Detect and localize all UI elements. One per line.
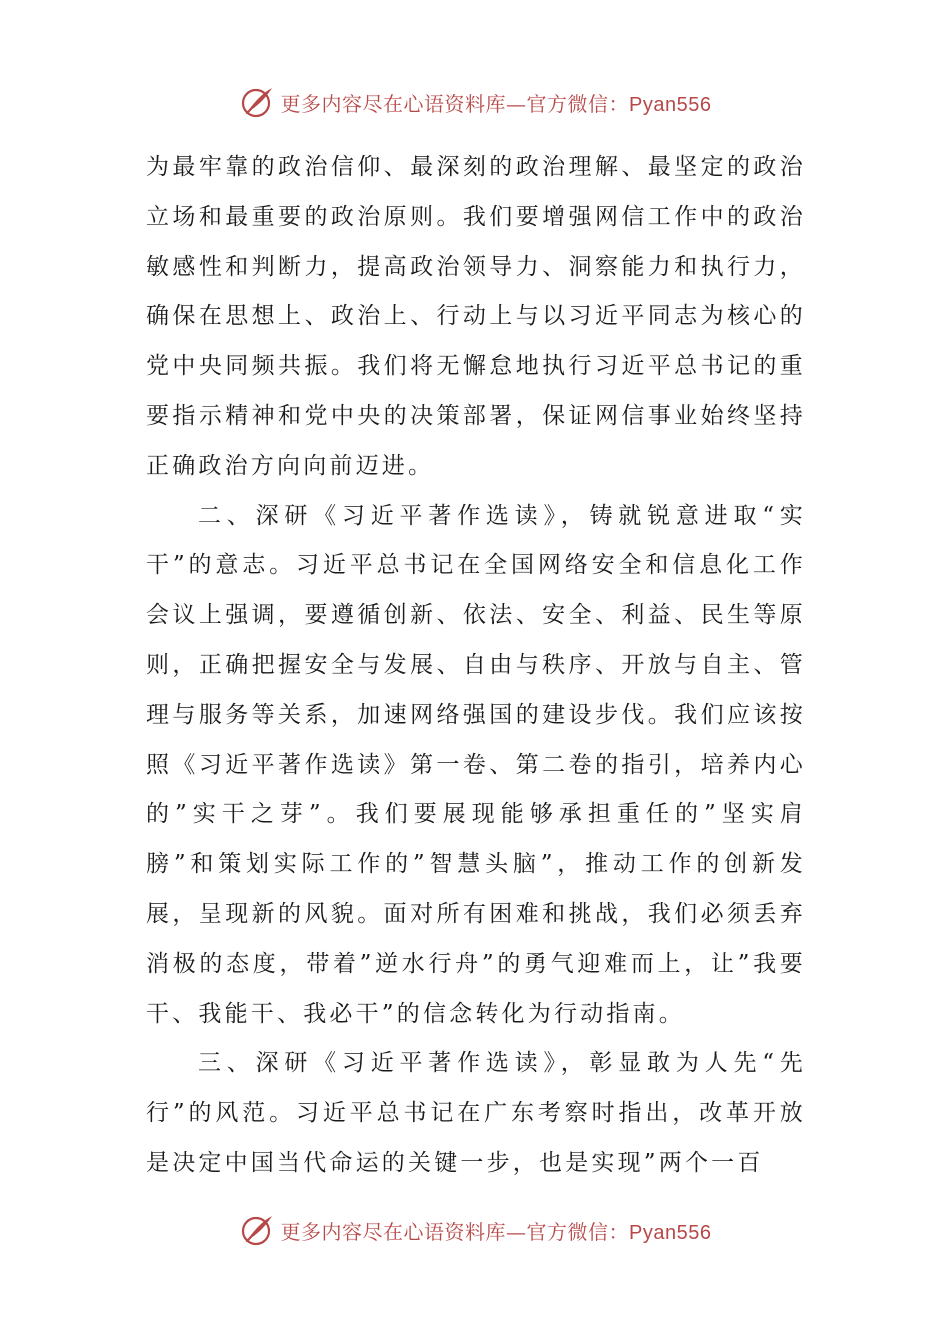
document-body: [146, 143, 806, 1189]
banner-label: 更多内容尽在心语资料库—官方微信：: [280, 1219, 630, 1244]
wechat-id: Pyan556: [629, 93, 712, 116]
banner-label: 更多内容尽在心语资料库—官方微信：: [280, 91, 630, 116]
paragraph-1: 为最牢靠的政治信仰、最深刻的政治理解、最坚定的政治立场和最重要的政治原则。我们要增强网信工作中的政治敏感性和判断力，提高政治领导力、洞察能力和执行力，确保在思想上、政治上、行动上与以习近平同志为核心的党中央同频共振。我们将无懈怠地执行习近平总书记的重要指示精神和党中央的决策部署，保证网信事业始终坚持正确政治方向向前迈进。: [146, 154, 806, 479]
wechat-id: Pyan556: [629, 1221, 712, 1244]
header-banner: [0, 82, 950, 122]
banner-text: [281, 1216, 712, 1245]
paragraph-2: 二、深研《习近平著作选读》，铸就锐意进取“实干”的意志。习近平总书记在全国网络安全和信息化工作会议上强调，要遵循创新、依法、安全、利益、民生等原则，正确把握安全与发展、自由与秩序、开放与自主、管理与服务等关系，加速网络强国的建设步伐。我们应该按照《习近平著作选读》第一卷、第二卷的指引，培养内心的”实干之芽”。我们要展现能够承担重任的”坚实肩膀”和策划实际工作的”智慧头脑”，推动工作的创新发展，呈现新的风貌。面对所有困难和挑战，我们必须丢弃消极的态度，带着”逆水行舟”的勇气迎难而上，让”我要干、我能干、我必干”的信念转化为行动指南。: [146, 502, 806, 1027]
quill-circle-logo: [239, 1212, 275, 1248]
paragraph-3: 三、深研《习近平著作选读》，彰显敢为人先“先行”的风范。习近平总书记在广东考察时指出，改革开放是决定中国当代命运的关键一步，也是实现”两个一百: [146, 1050, 806, 1176]
quill-circle-logo: [239, 84, 275, 120]
banner-text: [281, 88, 712, 117]
footer-banner: [0, 1210, 950, 1250]
